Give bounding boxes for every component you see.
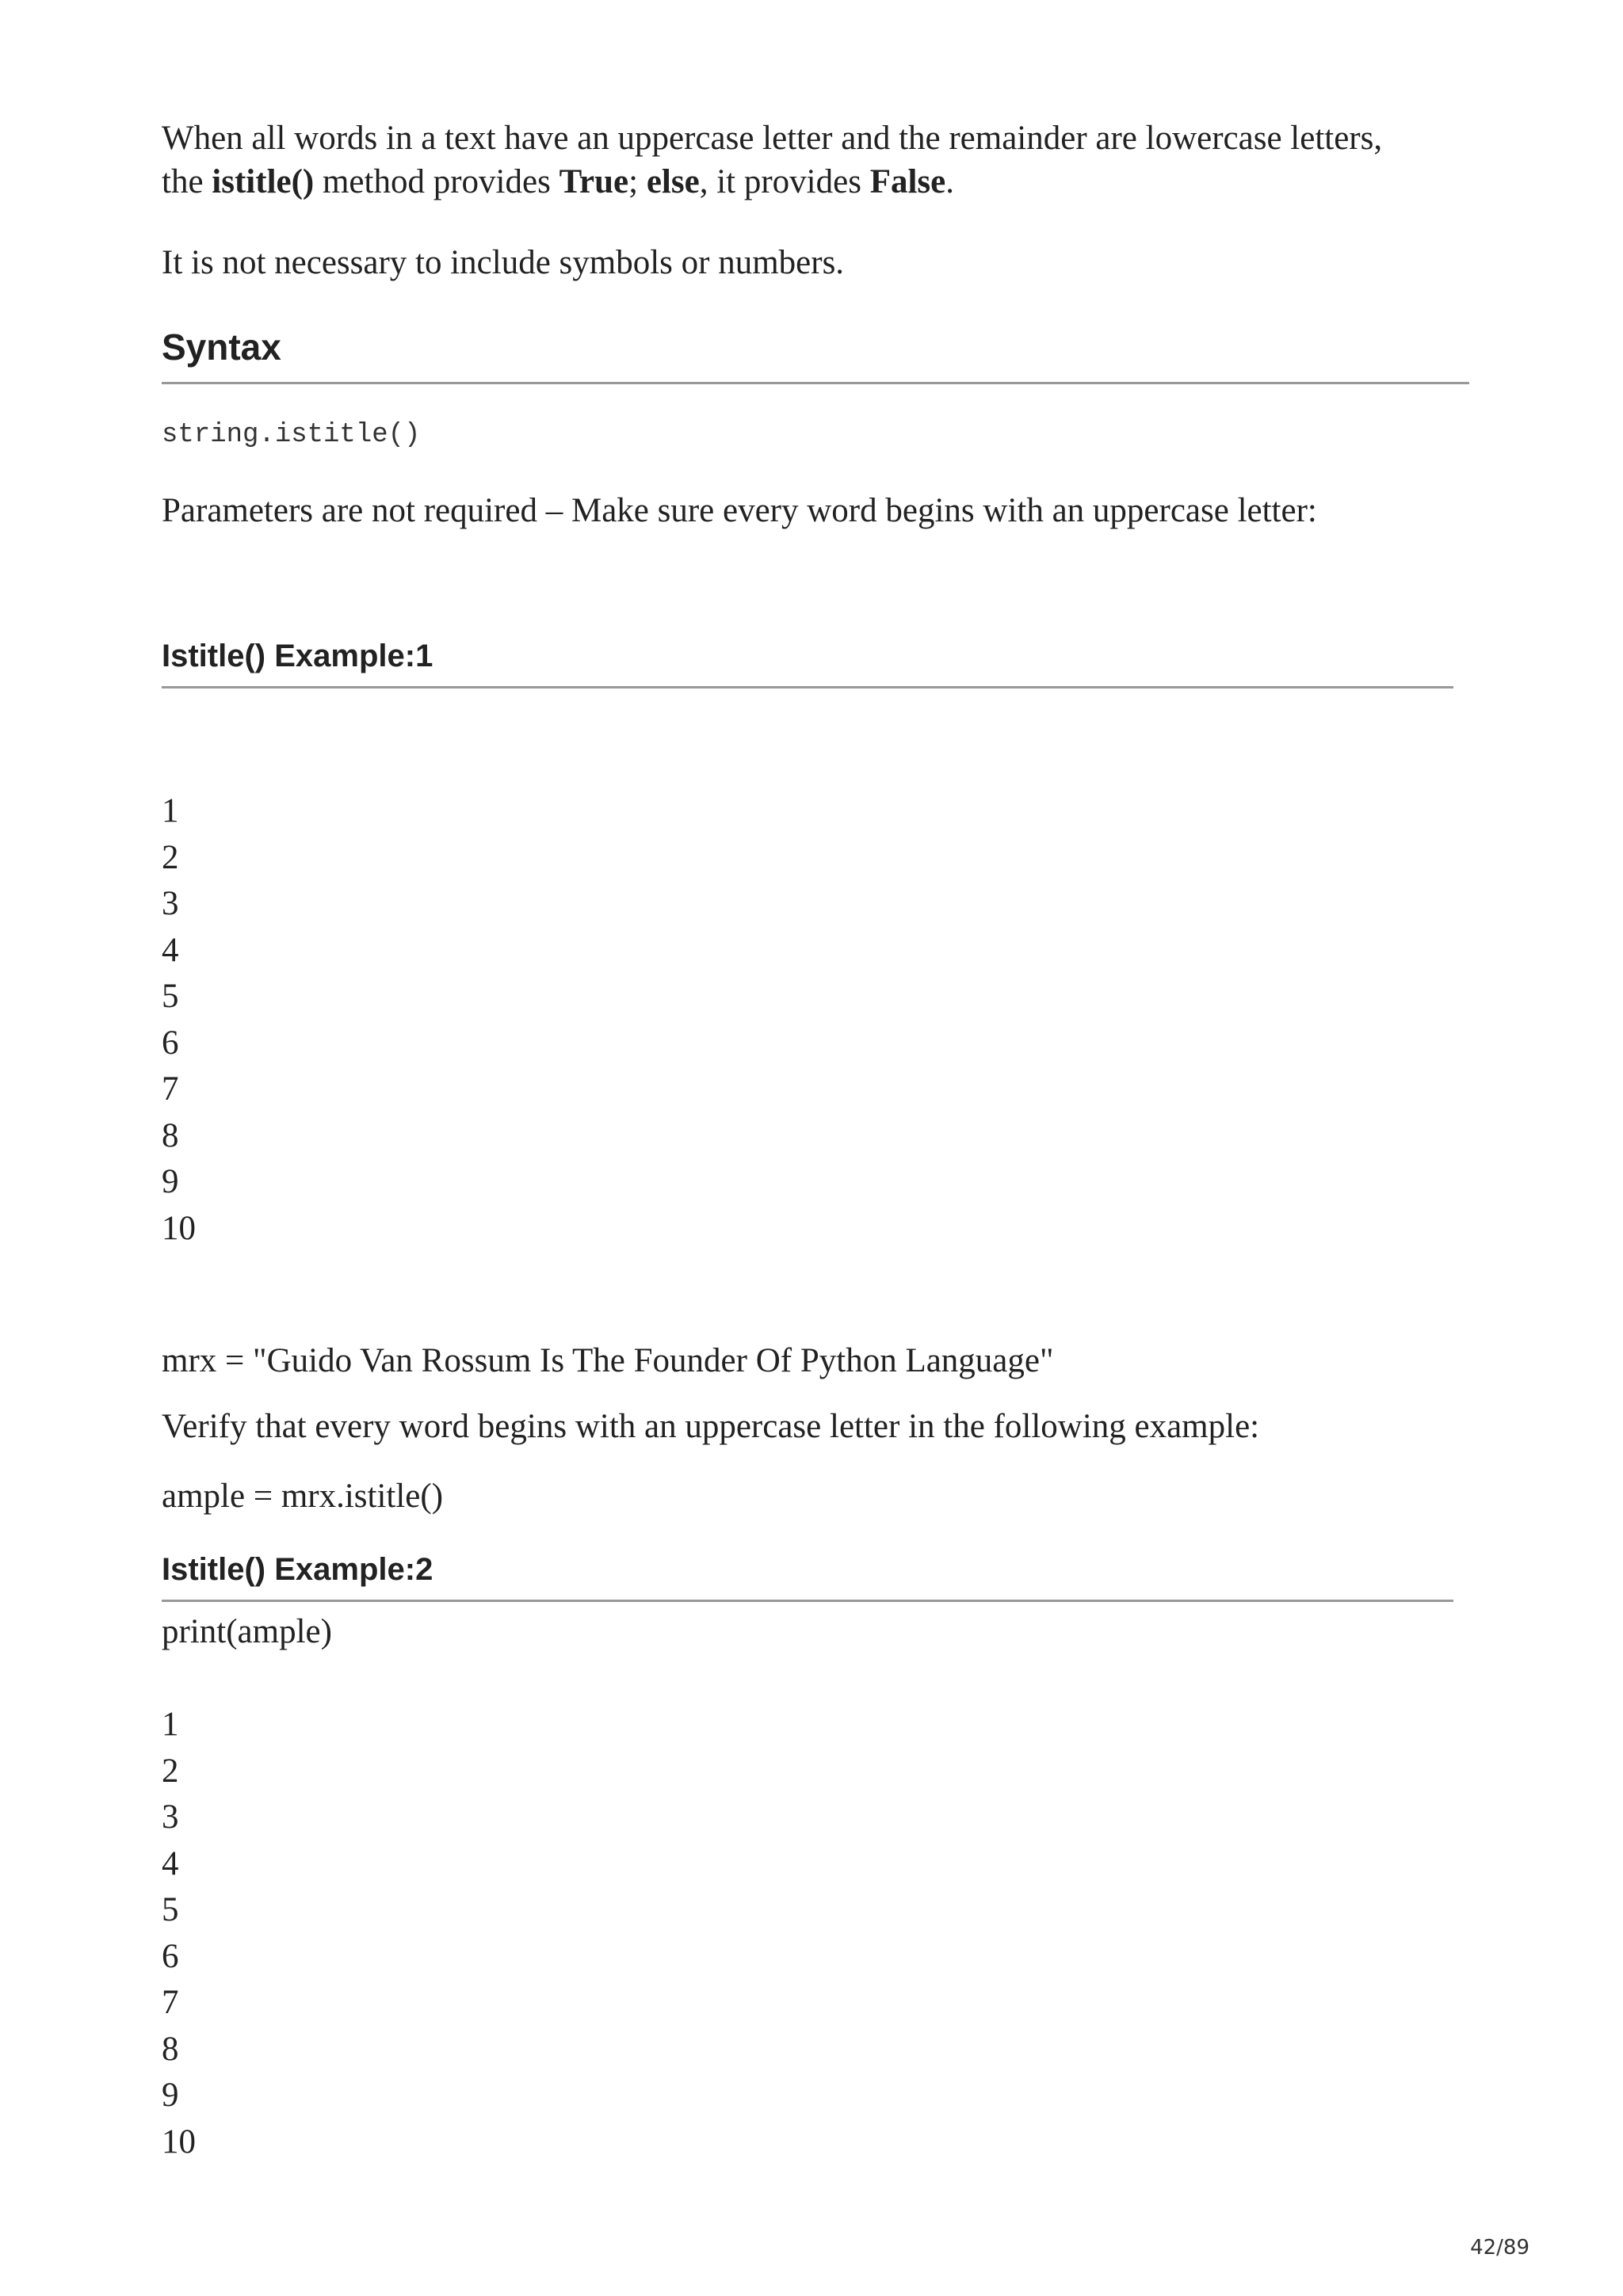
intro-text-line1: When all words in a text have an uppercase letter and the remainder are lowercase letters,	[162, 120, 1383, 157]
line-number: 2	[162, 1752, 179, 1790]
example1-heading: Istitle() Example:1	[162, 639, 433, 673]
intro-paragraph-line1	[162, 116, 1382, 161]
example2-divider	[162, 1600, 1453, 1602]
syntax-divider	[162, 382, 1469, 384]
intro-text-segment: method provides	[314, 163, 559, 200]
example1-line-numbers	[162, 788, 196, 1252]
intro-paragraph-line2	[162, 159, 954, 204]
line-number: 7	[162, 1070, 179, 1108]
else-bold: else	[646, 163, 700, 200]
line-number: 8	[162, 2030, 179, 2068]
intro-text-segment: ;	[628, 163, 647, 200]
line-number: 10	[162, 1209, 196, 1247]
example2-line-numbers	[162, 1702, 196, 2165]
code-line: ample = mrx.istitle()	[162, 1478, 444, 1515]
line-number: 1	[162, 792, 179, 830]
syntax-code: string.istitle()	[162, 420, 421, 450]
false-bold: False	[869, 163, 946, 200]
intro-text-segment: , it provides	[699, 163, 870, 200]
syntax-heading: Syntax	[162, 326, 281, 368]
page-number: 42/89	[1470, 2236, 1529, 2260]
line-number: 3	[162, 1798, 179, 1836]
line-number: 2	[162, 838, 179, 876]
line-number: 9	[162, 2077, 179, 2114]
line-number: 5	[162, 978, 179, 1015]
example1-code-block	[162, 1248, 1054, 1745]
line-number: 1	[162, 1706, 179, 1743]
code-line: print(ample)	[162, 1613, 332, 1650]
intro-text-segment: the	[162, 163, 212, 200]
line-number: 10	[162, 2122, 196, 2161]
code-line: mrx = "Guido Van Rossum Is The Founder Of Python Language"	[162, 1342, 1054, 1379]
syntax-description: Parameters are not required – Make sure every word begins with an uppercase letter:	[162, 492, 1317, 529]
line-number: 3	[162, 885, 179, 922]
method-name-bold: istitle()	[212, 163, 315, 200]
intro-note: It is not necessary to include symbols or numbers.	[162, 244, 845, 281]
line-number: 5	[162, 1891, 179, 1928]
line-number: 6	[162, 1024, 179, 1062]
example1-after-text: Verify that every word begins with an uppercase letter in the following example:	[162, 1408, 1260, 1445]
line-number: 7	[162, 1984, 179, 2021]
line-number: 9	[162, 1163, 179, 1200]
line-number: 4	[162, 1844, 179, 1882]
intro-text-segment: .	[945, 163, 954, 200]
line-number: 4	[162, 931, 179, 969]
line-number: 8	[162, 1116, 179, 1154]
true-bold: True	[559, 163, 629, 200]
line-number: 6	[162, 1937, 179, 1975]
example2-heading: Istitle() Example:2	[162, 1552, 433, 1587]
example1-divider	[162, 686, 1453, 688]
